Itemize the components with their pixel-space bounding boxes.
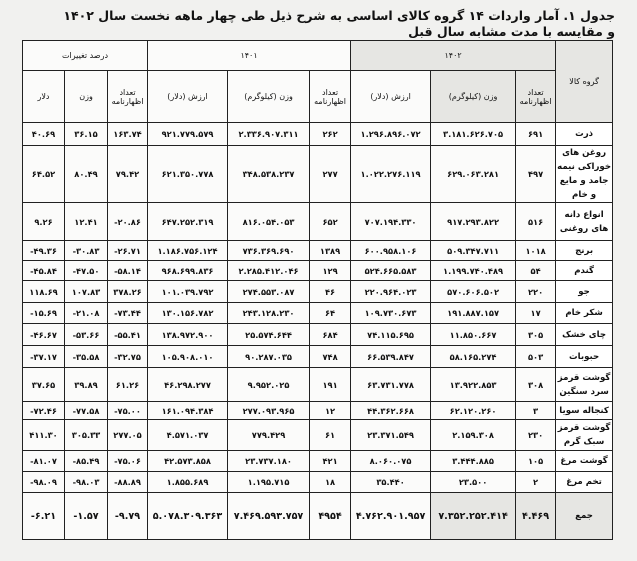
cell-p-weight: ۱.۱۹۵.۷۱۵ [228, 472, 310, 493]
imports-table [22, 40, 613, 540]
cell-c-decl: ۶۹۱ [516, 123, 556, 146]
cell-c-value: ۱۰۹.۷۳۰.۶۷۳ [351, 303, 431, 324]
cell-p-weight: ۲.۳۳۶.۹۰۷.۳۱۱ [228, 123, 310, 146]
cell-ch-value: -۴۹.۳۶ [23, 241, 65, 261]
header-percent-change: درصد تغییرات [23, 41, 148, 71]
cell-p-decl: ۱۳۸۹ [310, 241, 351, 261]
cell-p-weight: ۹.۹۵۲.۰۲۵ [228, 368, 310, 402]
cell-ch-decl: -۹.۷۹ [108, 493, 148, 540]
table-row [23, 281, 613, 303]
table-row [23, 402, 613, 420]
table-row [23, 368, 613, 402]
cell-ch-weight: -۳۵.۵۸ [65, 346, 108, 368]
cell-p-value: ۴۶.۲۹۸.۲۷۷ [148, 368, 228, 402]
cell-c-value: ۷۰۷.۱۹۴.۳۳۰ [351, 203, 431, 241]
cell-c-decl: ۴۹۷ [516, 146, 556, 203]
table-row [23, 472, 613, 493]
cell-p-weight: ۹۰.۲۸۷.۰۳۵ [228, 346, 310, 368]
cell-c-decl: ۱۰۵ [516, 451, 556, 472]
cell-p-decl: ۱۹۱ [310, 368, 351, 402]
table-row [23, 203, 613, 241]
cell-ch-decl: -۷۵.۰۰ [108, 402, 148, 420]
cell-p-weight: ۲۴۳.۱۲۸.۲۳۰ [228, 303, 310, 324]
cell-p-decl: ۶۵۲ [310, 203, 351, 241]
cell-p-value: ۵.۰۷۸.۳۰۹.۳۶۳ [148, 493, 228, 540]
cell-ch-value: ۱۱۸.۶۹ [23, 281, 65, 303]
cell-p-value: ۱۰۵.۹۰۸.۰۱۰ [148, 346, 228, 368]
cell-c-weight: ۵۰۹.۳۴۷.۷۱۱ [431, 241, 516, 261]
goods-group-cell: تخم مرغ [556, 472, 613, 493]
cell-c-weight: ۲۳.۵۰۰ [431, 472, 516, 493]
cell-c-decl: ۵۱۶ [516, 203, 556, 241]
cell-p-weight: ۲۳.۷۳۷.۱۸۰ [228, 451, 310, 472]
goods-group-cell: ذرت [556, 123, 613, 146]
cell-p-value: ۱۳۰.۱۵۶.۷۸۲ [148, 303, 228, 324]
cell-ch-value: ۴۰.۶۹ [23, 123, 65, 146]
cell-ch-value: -۴۵.۸۴ [23, 261, 65, 281]
cell-c-decl: ۲ [516, 472, 556, 493]
cell-p-decl: ۷۴۸ [310, 346, 351, 368]
cell-ch-decl: -۵۵.۴۱ [108, 324, 148, 346]
goods-group-cell: شکر خام [556, 303, 613, 324]
cell-ch-value: ۶۴.۵۲ [23, 146, 65, 203]
goods-group-cell: جو [556, 281, 613, 303]
cell-c-value: ۵۲۴.۶۶۵.۵۸۳ [351, 261, 431, 281]
cell-ch-weight: ۸۰.۴۹ [65, 146, 108, 203]
total-row [23, 493, 613, 540]
header-weight-1402: وزن (کیلوگرم) [431, 71, 516, 123]
cell-ch-value: -۸۱.۰۷ [23, 451, 65, 472]
cell-c-weight: ۶۲۹.۰۶۳.۲۸۱ [431, 146, 516, 203]
table-row [23, 303, 613, 324]
cell-c-value: ۴۴.۳۶۲.۶۶۸ [351, 402, 431, 420]
cell-ch-weight: -۷۷.۵۸ [65, 402, 108, 420]
cell-ch-decl: -۲۰.۸۶ [108, 203, 148, 241]
table-row [23, 420, 613, 451]
cell-p-weight: ۲۷۷.۰۹۳.۹۶۵ [228, 402, 310, 420]
goods-group-cell: جمع [556, 493, 613, 540]
cell-p-value: ۱۶۱.۰۹۴.۳۸۴ [148, 402, 228, 420]
cell-p-weight: ۷۳۶.۳۶۹.۶۹۰ [228, 241, 310, 261]
table-row [23, 324, 613, 346]
cell-c-weight: ۳.۴۴۴.۸۸۵ [431, 451, 516, 472]
cell-ch-decl: -۷۵.۰۶ [108, 451, 148, 472]
cell-c-decl: ۳۰۸ [516, 368, 556, 402]
cell-ch-value: -۹۸.۰۹ [23, 472, 65, 493]
table-row [23, 123, 613, 146]
cell-p-value: ۱.۸۵۵.۶۸۹ [148, 472, 228, 493]
cell-ch-weight: -۸۵.۴۹ [65, 451, 108, 472]
cell-p-weight: ۲۷۴.۵۵۳.۰۸۷ [228, 281, 310, 303]
cell-ch-decl: ۷۹.۴۲ [108, 146, 148, 203]
cell-c-weight: ۵۷۰.۶۰۶.۵۰۲ [431, 281, 516, 303]
cell-ch-decl: -۸۸.۸۹ [108, 472, 148, 493]
cell-ch-weight: -۱.۵۷ [65, 493, 108, 540]
header-dollar-change: دلار [23, 71, 65, 123]
cell-c-weight: ۹۱۷.۲۹۳.۸۲۲ [431, 203, 516, 241]
table-row [23, 451, 613, 472]
cell-ch-value: ۹.۲۶ [23, 203, 65, 241]
cell-ch-value: -۷۲.۴۶ [23, 402, 65, 420]
goods-group-cell: گندم [556, 261, 613, 281]
cell-c-value: ۶۶.۵۳۹.۸۴۷ [351, 346, 431, 368]
cell-c-decl: ۴.۴۶۹ [516, 493, 556, 540]
cell-c-decl: ۵۴ [516, 261, 556, 281]
table-row [23, 346, 613, 368]
cell-p-decl: ۶۸۴ [310, 324, 351, 346]
cell-p-weight: ۸۱۶.۰۵۴.۰۵۳ [228, 203, 310, 241]
cell-c-weight: ۳.۱۸۱.۶۲۶.۷۰۵ [431, 123, 516, 146]
cell-p-decl: ۴۹۵۴ [310, 493, 351, 540]
cell-p-decl: ۱۲۹ [310, 261, 351, 281]
cell-c-value: ۲۳.۳۷۱.۵۴۹ [351, 420, 431, 451]
goods-group-cell: گوشت قرمز سرد سنگین [556, 368, 613, 402]
header-goods-group: گروه کالا [556, 41, 613, 123]
cell-c-decl: ۲۲۰ [516, 281, 556, 303]
cell-ch-decl: -۷۳.۴۴ [108, 303, 148, 324]
cell-p-decl: ۲۷۷ [310, 146, 351, 203]
cell-p-decl: ۴۶ [310, 281, 351, 303]
header-declarations-1402: تعداد اظهارنامه [516, 71, 556, 123]
cell-ch-decl: ۱۶۳.۷۴ [108, 123, 148, 146]
cell-ch-weight: ۳۹.۸۹ [65, 368, 108, 402]
cell-c-decl: ۳ [516, 402, 556, 420]
cell-p-weight: ۲.۲۸۵.۴۱۲.۰۴۶ [228, 261, 310, 281]
cell-c-weight: ۱۱.۸۵۰.۶۶۷ [431, 324, 516, 346]
cell-ch-value: -۴۶.۶۷ [23, 324, 65, 346]
cell-c-weight: ۱۹۱.۸۸۷.۱۵۷ [431, 303, 516, 324]
header-year-1401: ۱۴۰۱ [148, 41, 351, 71]
header-value-1402: ارزش (دلار) [351, 71, 431, 123]
cell-p-decl: ۱۸ [310, 472, 351, 493]
cell-ch-weight: -۲۱.۰۸ [65, 303, 108, 324]
cell-ch-value: ۳۷.۶۵ [23, 368, 65, 402]
cell-ch-decl: ۶۱.۲۶ [108, 368, 148, 402]
table-row [23, 261, 613, 281]
cell-c-weight: ۱۳.۹۲۲.۸۵۳ [431, 368, 516, 402]
cell-c-weight: ۷.۳۵۲.۲۵۲.۴۱۴ [431, 493, 516, 540]
cell-p-decl: ۶۴ [310, 303, 351, 324]
cell-c-weight: ۶۲.۱۲۰.۲۶۰ [431, 402, 516, 420]
cell-c-value: ۴.۷۶۲.۹۰۱.۹۵۷ [351, 493, 431, 540]
cell-p-value: ۹۲۱.۷۷۹.۵۷۹ [148, 123, 228, 146]
cell-ch-value: -۶.۲۱ [23, 493, 65, 540]
header-weight-change: وزن [65, 71, 108, 123]
cell-c-weight: ۵۸.۱۶۵.۲۷۴ [431, 346, 516, 368]
cell-c-value: ۶۰۰.۹۵۸.۱۰۶ [351, 241, 431, 261]
header-year-1402: ۱۴۰۲ [351, 41, 556, 71]
cell-ch-weight: ۱۰۷.۸۳ [65, 281, 108, 303]
cell-ch-weight: ۳۶.۱۵ [65, 123, 108, 146]
header-declarations-change: تعداد اظهارنامه [108, 71, 148, 123]
goods-group-cell: برنج [556, 241, 613, 261]
cell-p-value: ۴۲.۵۷۳.۸۵۸ [148, 451, 228, 472]
header-weight-1401: وزن (کیلوگرم) [228, 71, 310, 123]
cell-c-decl: ۳۰۵ [516, 324, 556, 346]
cell-ch-value: ۴۱۱.۳۰ [23, 420, 65, 451]
cell-c-value: ۱.۰۲۲.۲۷۶.۱۱۹ [351, 146, 431, 203]
cell-c-decl: ۵۰۳ [516, 346, 556, 368]
goods-group-cell: انواع دانه های روغنی [556, 203, 613, 241]
goods-group-cell: روغن های خوراکی نیمه جامد و مایع و خام [556, 146, 613, 203]
cell-p-weight: ۷۷۹.۴۲۹ [228, 420, 310, 451]
cell-c-decl: ۱۰۱۸ [516, 241, 556, 261]
table-row [23, 241, 613, 261]
goods-group-cell: گوشت قرمز سبک گرم [556, 420, 613, 451]
goods-group-cell: کنجاله سویا [556, 402, 613, 420]
cell-c-decl: ۱۷ [516, 303, 556, 324]
cell-p-value: ۱.۱۸۶.۷۵۶.۱۲۴ [148, 241, 228, 261]
cell-c-value: ۶۳.۷۳۱.۷۷۸ [351, 368, 431, 402]
cell-ch-weight: -۴۷.۵۰ [65, 261, 108, 281]
cell-c-weight: ۱.۱۹۹.۷۴۰.۴۸۹ [431, 261, 516, 281]
cell-p-decl: ۴۲۱ [310, 451, 351, 472]
cell-p-value: ۹۶۸.۶۹۹.۸۳۶ [148, 261, 228, 281]
cell-p-weight: ۷.۴۶۹.۵۹۳.۷۵۷ [228, 493, 310, 540]
cell-ch-weight: ۱۲.۴۱ [65, 203, 108, 241]
goods-group-cell: گوشت مرغ [556, 451, 613, 472]
cell-ch-weight: -۵۳.۶۶ [65, 324, 108, 346]
cell-c-decl: ۲۳۰ [516, 420, 556, 451]
goods-group-cell: حبوبات [556, 346, 613, 368]
cell-c-value: ۳۵.۴۴۰ [351, 472, 431, 493]
cell-ch-decl: -۳۲.۷۵ [108, 346, 148, 368]
cell-p-value: ۱۳۸.۹۷۲.۹۰۰ [148, 324, 228, 346]
cell-p-weight: ۲۵.۵۷۴.۶۴۴ [228, 324, 310, 346]
cell-ch-decl: ۳۷۸.۲۶ [108, 281, 148, 303]
cell-c-value: ۷۴.۱۱۵.۶۹۵ [351, 324, 431, 346]
cell-c-value: ۸.۰۶۰.۰۷۵ [351, 451, 431, 472]
cell-p-decl: ۱۲ [310, 402, 351, 420]
cell-ch-weight: -۹۸.۰۳ [65, 472, 108, 493]
cell-p-decl: ۶۱ [310, 420, 351, 451]
cell-p-weight: ۳۴۸.۵۳۸.۲۳۷ [228, 146, 310, 203]
table-row [23, 146, 613, 203]
table-title: جدول ۱. آمار واردات ۱۴ گروه کالای اساسی به شرح ذیل طی چهار ماهه نخست سال ۱۴۰۲ و مقایسه با مدت مشابه سال قبل [63, 8, 615, 39]
cell-ch-weight: ۳۰۵.۳۳ [65, 420, 108, 451]
cell-c-weight: ۲.۱۵۹.۳۰۸ [431, 420, 516, 451]
cell-ch-decl: -۲۶.۷۱ [108, 241, 148, 261]
cell-c-value: ۱.۲۹۶.۸۹۶.۰۷۲ [351, 123, 431, 146]
cell-ch-value: -۳۷.۱۷ [23, 346, 65, 368]
cell-ch-weight: -۳۰.۸۳ [65, 241, 108, 261]
cell-p-value: ۴.۵۷۱.۰۳۷ [148, 420, 228, 451]
cell-p-decl: ۲۶۲ [310, 123, 351, 146]
goods-group-cell: چای خشک [556, 324, 613, 346]
cell-c-value: ۲۲۰.۹۶۴.۰۲۳ [351, 281, 431, 303]
header-value-1401: ارزش (دلار) [148, 71, 228, 123]
cell-p-value: ۱۰۱.۰۳۹.۷۹۲ [148, 281, 228, 303]
cell-p-value: ۶۲۱.۳۵۰.۷۷۸ [148, 146, 228, 203]
cell-ch-value: -۱۵.۶۹ [23, 303, 65, 324]
cell-p-value: ۶۴۷.۲۵۲.۳۱۹ [148, 203, 228, 241]
header-declarations-1401: تعداد اظهارنامه [310, 71, 351, 123]
cell-ch-decl: ۲۷۷.۰۵ [108, 420, 148, 451]
cell-ch-decl: -۵۸.۱۴ [108, 261, 148, 281]
